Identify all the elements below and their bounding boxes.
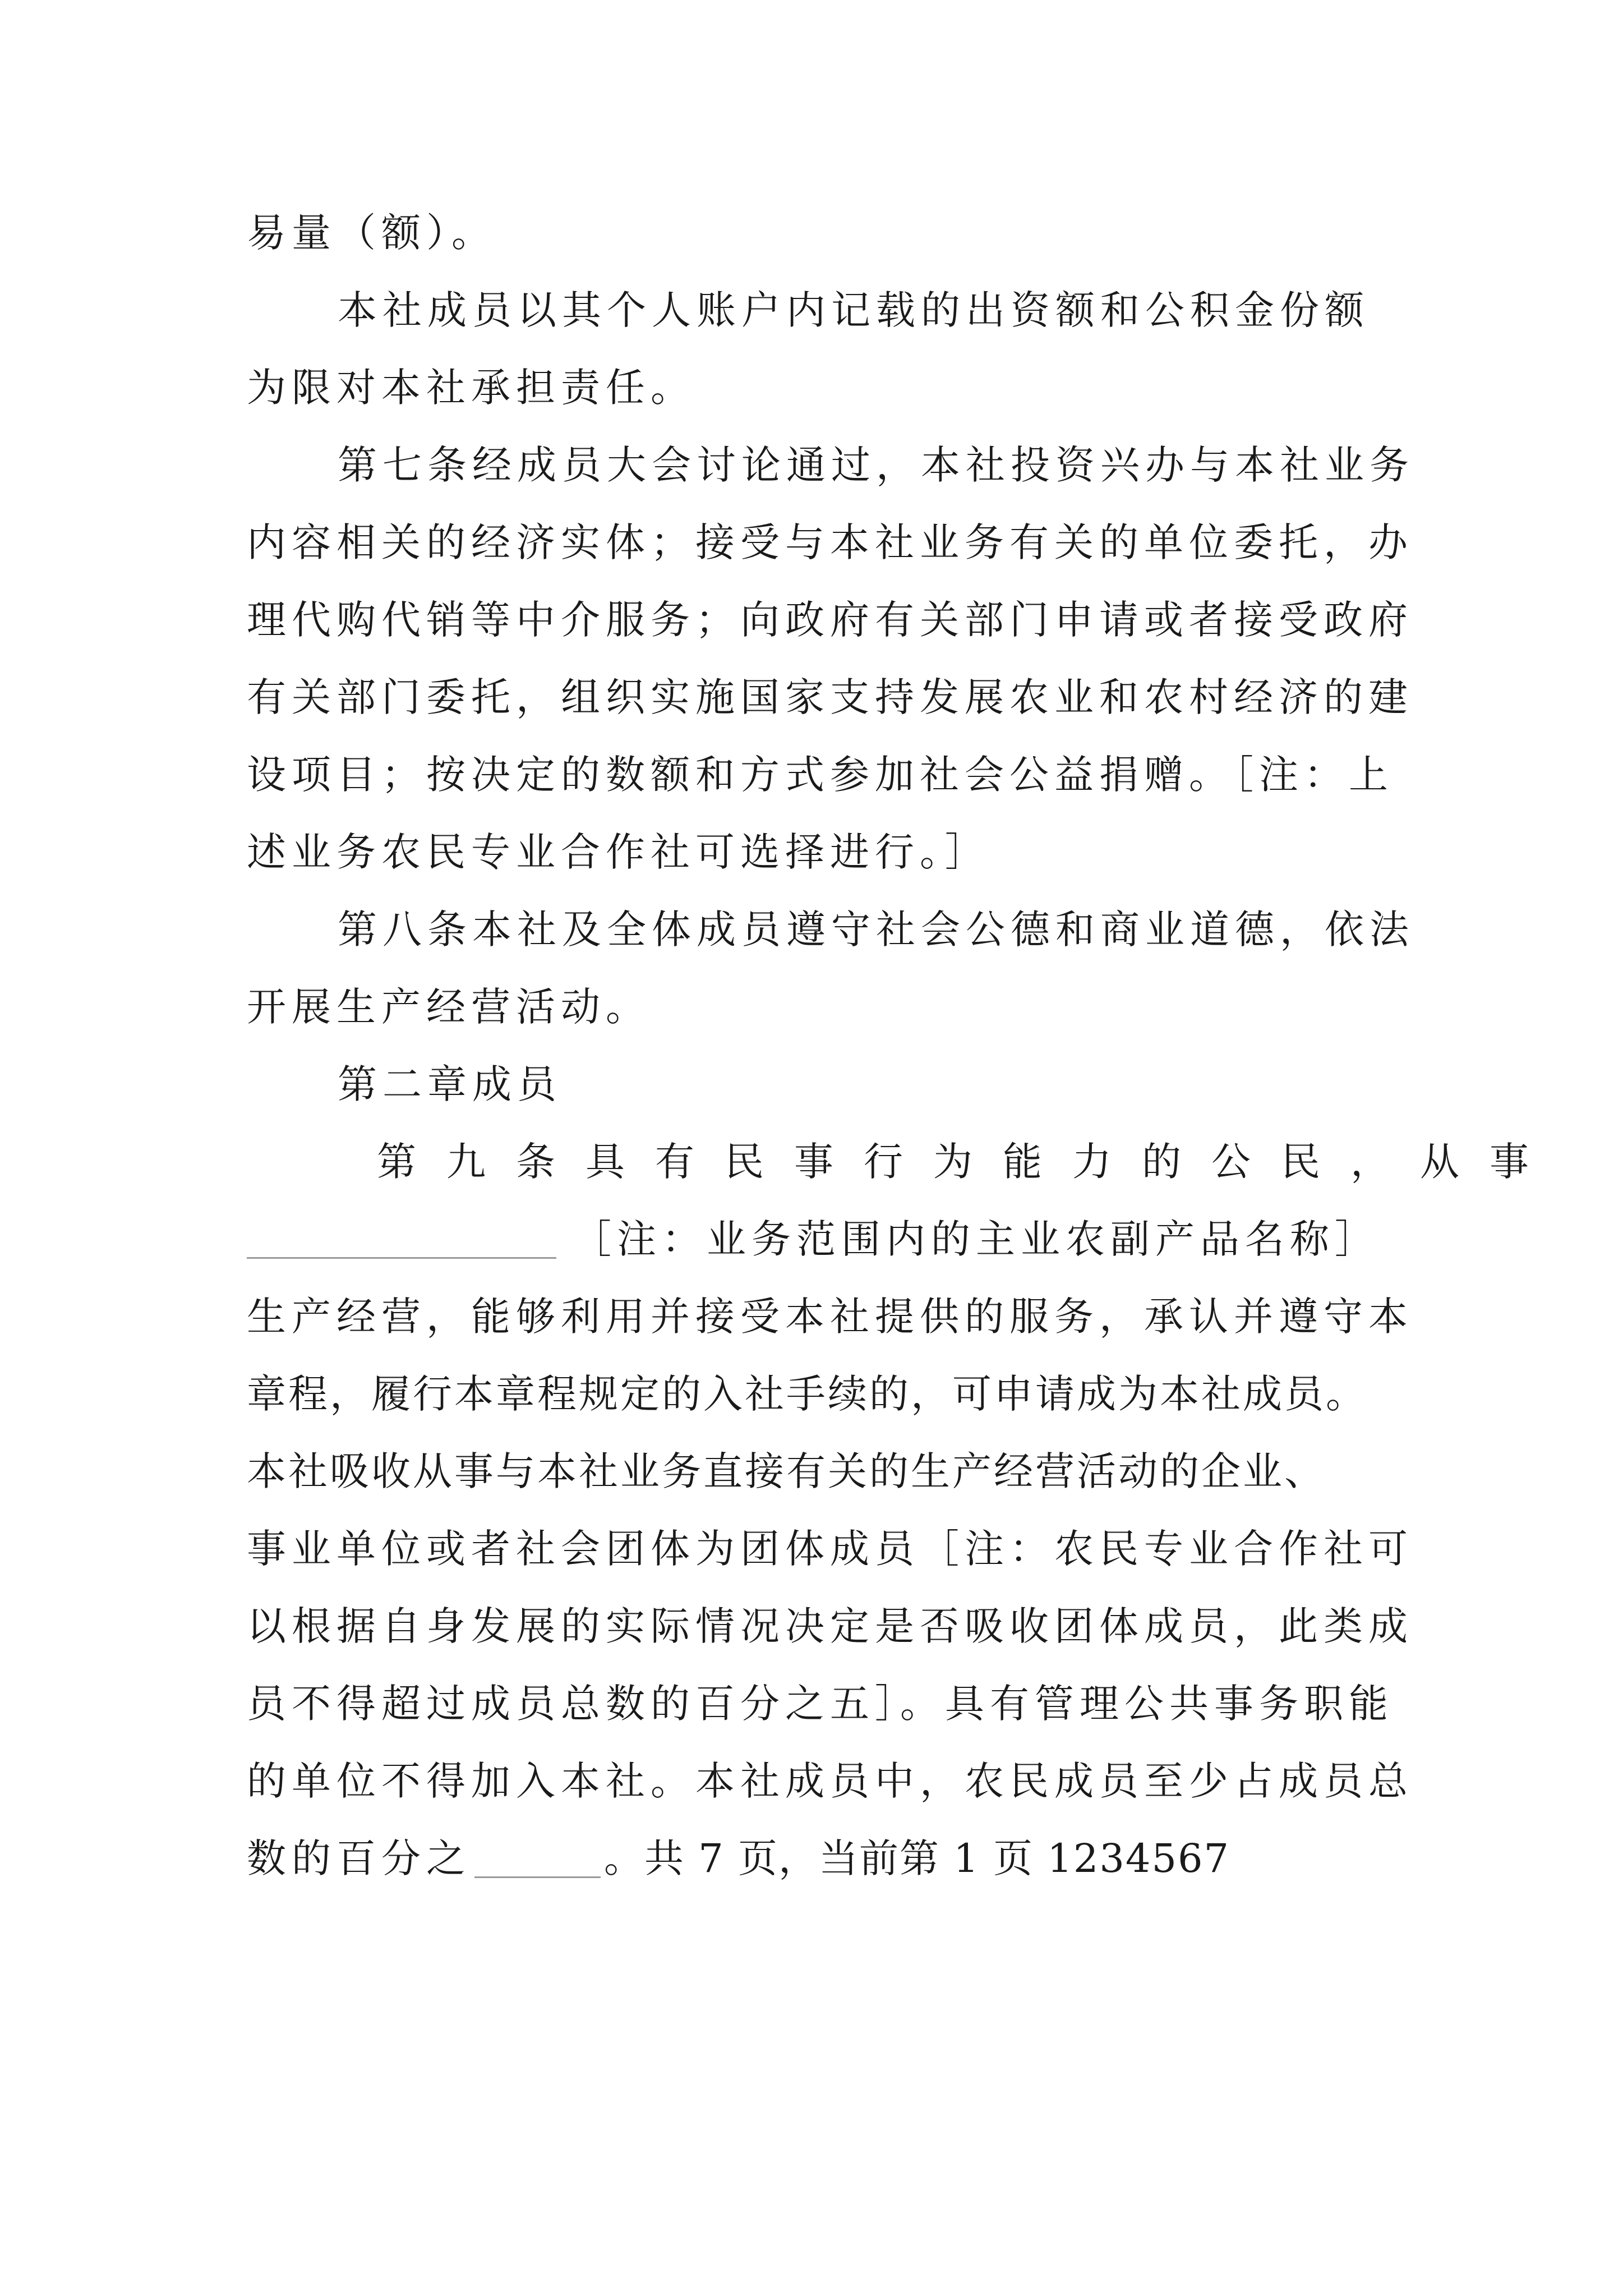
product-name-note: ［注：业务范围内的主业农副产品名称］ (572, 1216, 1380, 1262)
document-page (247, 210, 1559, 1916)
text-line: 理代购代销等中介服务；向政府有关部门申请或者接受政府 (247, 597, 1413, 643)
percentage-label: 数的百分之 (247, 1835, 471, 1881)
text-line: 述业务农民专业合作社可选择进行。］ (247, 829, 990, 875)
text-line: 设项目；按决定的数额和方式参加社会公益捐赠。［注：上 (247, 752, 1394, 798)
article-8-heading-line: 第八条本社及全体成员遵守社会公德和商业道德，依法 (338, 907, 1414, 953)
text-line: 本社吸收从事与本社业务直接有关的生产经营活动的企业、 (247, 1448, 1326, 1494)
text-line: 生产经营，能够利用并接受本社提供的服务，承认并遵守本 (247, 1294, 1413, 1340)
text-line: 员不得超过成员总数的百分之五］。具有管理公共事务职能 (247, 1681, 1394, 1727)
last-line (247, 1835, 1380, 1881)
chapter-2-title: 第二章成员 (338, 1061, 562, 1107)
text-line: 开展生产经营活动。 (247, 984, 651, 1030)
product-name-blank-line (247, 1216, 1380, 1262)
page-footer-text: 。共 7 页，当前第 1 页 1234567 (604, 1835, 1230, 1881)
text-line: 为限对本社承担责任。 (247, 365, 695, 411)
product-name-blank (247, 1220, 556, 1259)
percentage-blank (474, 1839, 601, 1878)
text-line: 易量（额）。 (247, 210, 496, 256)
paragraph-member-liability-start: 本社成员以其个人账户内记载的出资额和公积金份额 (338, 287, 1370, 333)
article-9-spaced-text: 第九条具有民事行为能力的公民，从事 (377, 1139, 1559, 1185)
article-9-heading-line (247, 1139, 1559, 1185)
text-line: 有关部门委托，组织实施国家支持发展农业和农村经济的建 (247, 674, 1413, 720)
article-7-heading-line: 第七条经成员大会讨论通过，本社投资兴办与本社业务 (338, 442, 1414, 488)
text-line: 的单位不得加入本社。本社成员中，农民成员至少占成员总 (247, 1758, 1413, 1804)
text-line: 内容相关的经济实体；接受与本社业务有关的单位委托，办 (247, 519, 1413, 565)
text-line: 事业单位或者社会团体为团体成员［注：农民专业合作社可 (247, 1526, 1413, 1572)
text-line: 章程，履行本章程规定的入社手续的，可申请成为本社成员。 (247, 1371, 1367, 1417)
text-line: 以根据自身发展的实际情况决定是否吸收团体成员，此类成 (247, 1603, 1413, 1649)
